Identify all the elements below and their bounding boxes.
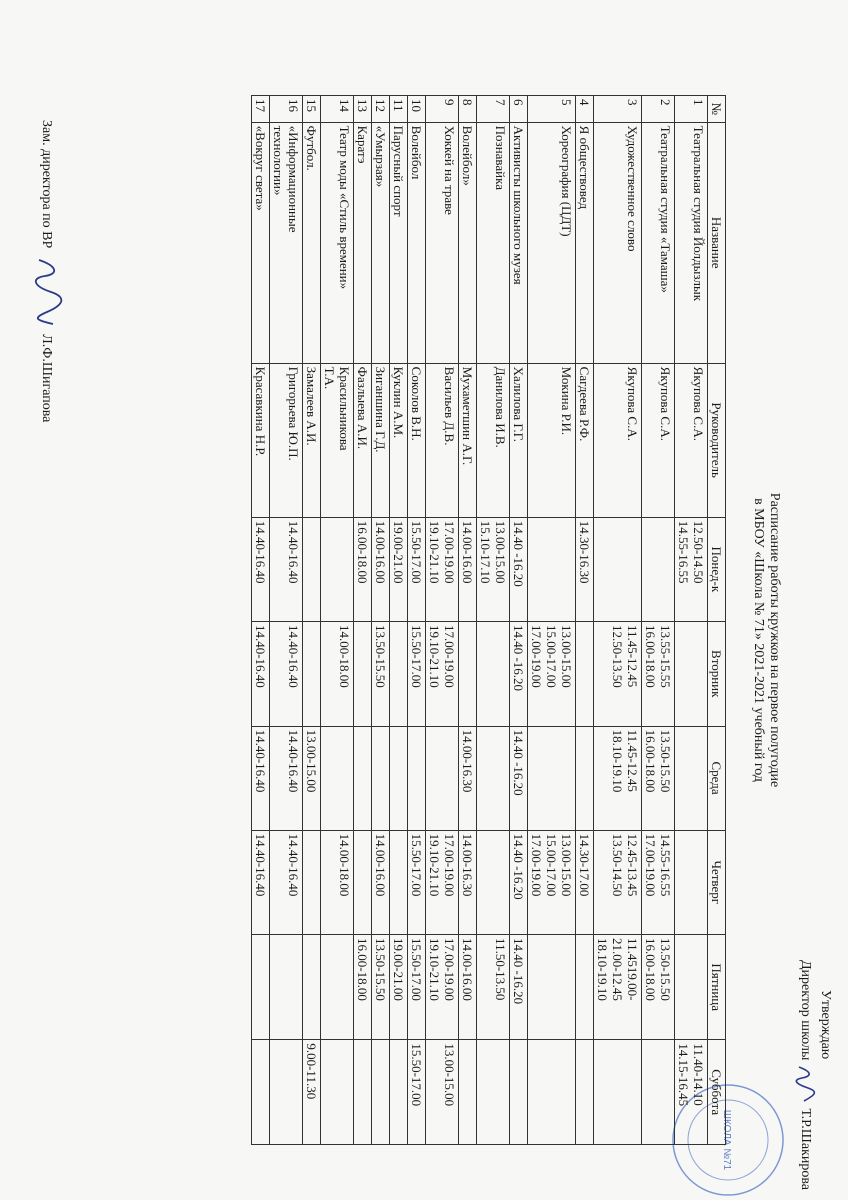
row-monday: 16.00-18.00 — [354, 517, 372, 621]
row-tuesday: 14.00-18.00 — [321, 621, 354, 726]
row-friday — [270, 935, 303, 1040]
row-number: 9 — [426, 96, 459, 123]
row-wednesday: 11.45-12.45 18.10-19.10 — [594, 726, 642, 830]
row-tuesday — [354, 621, 372, 726]
row-monday — [594, 517, 642, 621]
row-leader: Халилова Г.Г. — [510, 363, 528, 517]
row-saturday — [528, 1040, 576, 1145]
row-monday: 14.40-16.40 — [270, 517, 303, 621]
row-wednesday: 13.00-15.00 — [303, 726, 321, 830]
row-thursday: 14.40 -16.20 — [510, 830, 528, 934]
row-tuesday — [675, 621, 708, 726]
footer-position: Зам. директора по ВР — [39, 120, 54, 249]
row-number: 13 — [354, 96, 372, 123]
row-friday — [528, 935, 576, 1040]
row-friday: 11.50-13.50 — [477, 935, 510, 1040]
table-row — [675, 96, 708, 1145]
row-friday: 14.00-16.00 — [459, 935, 477, 1040]
row-club-name: «Информационные технологии» — [270, 122, 303, 363]
row-friday: 14.40 -16.20 — [510, 935, 528, 1040]
row-wednesday: 14.40-16.40 — [252, 726, 270, 830]
row-monday — [321, 517, 354, 621]
row-saturday — [459, 1040, 477, 1145]
row-leader: Васильев Д.В. — [426, 363, 459, 517]
row-number: 12 — [372, 96, 390, 123]
row-leader: Якупова С.А. — [642, 363, 675, 517]
header-monday: Понед-к — [708, 517, 726, 621]
row-club-name: Художественное слово — [594, 122, 642, 363]
row-monday: 14.00-16.00 — [372, 517, 390, 621]
row-leader: Соколов В.Н. — [408, 363, 426, 517]
row-tuesday — [576, 621, 594, 726]
row-monday: 12.50-14.50 14.55-16.55 — [675, 517, 708, 621]
row-monday: 14.40 -16.20 — [510, 517, 528, 621]
row-friday: 13.50-15.50 16.00-18.00 — [642, 935, 675, 1040]
table-row — [303, 96, 321, 1145]
row-saturday: 11.40-14.10 14.15-16.45 — [675, 1040, 708, 1145]
row-friday — [576, 935, 594, 1040]
row-leader: Мокина Р.И. — [528, 363, 576, 517]
row-wednesday — [675, 726, 708, 830]
footer-name: Л.Ф.Шигапова — [39, 334, 54, 423]
row-club-name: Хоккей на траве — [426, 122, 459, 363]
row-monday: 14.30-16.30 — [576, 517, 594, 621]
row-club-name: Театр моды «Стиль времени» — [321, 122, 354, 363]
table-row — [477, 96, 510, 1145]
row-thursday: 14.00-16.30 — [459, 830, 477, 934]
row-thursday: 13.00-15.00 15.00-17.00 17.00-19.00 — [528, 830, 576, 934]
header-name: Название — [708, 122, 726, 363]
row-friday: 17.00-19.00 19.10-21.10 — [426, 935, 459, 1040]
row-thursday: 14.40-16.40 — [252, 830, 270, 934]
row-saturday — [594, 1040, 642, 1145]
row-club-name: Волейбол — [408, 122, 426, 363]
row-tuesday: 13.00-15.00 15.00-17.00 17.00-19.00 — [528, 621, 576, 726]
row-monday: 19.00-21.00 — [390, 517, 408, 621]
document-title — [750, 380, 782, 900]
row-monday: 15.50-17.00 — [408, 517, 426, 621]
row-thursday — [354, 830, 372, 934]
title-line-1: Расписание работы кружков на первое полугодие — [767, 492, 782, 788]
row-thursday: 14.00-18.00 — [321, 830, 354, 934]
table-row — [252, 96, 270, 1145]
row-wednesday: 14.00-16.30 — [459, 726, 477, 830]
row-wednesday — [390, 726, 408, 830]
row-number: 2 — [642, 96, 675, 123]
row-number: 5 — [528, 96, 576, 123]
row-monday: 14.00-16.00 — [459, 517, 477, 621]
row-number: 4 — [576, 96, 594, 123]
row-friday: 15.50-17.00 — [408, 935, 426, 1040]
row-tuesday: 13.50-15.50 — [372, 621, 390, 726]
row-number: 10 — [408, 96, 426, 123]
row-tuesday — [390, 621, 408, 726]
row-thursday — [390, 830, 408, 934]
footer-signature-line — [29, 120, 63, 640]
row-club-name: Театральная студия «Тамаша» — [642, 122, 675, 363]
row-leader: Красильникова Т.А. — [321, 363, 354, 517]
row-saturday: 13.00-15.00 — [426, 1040, 459, 1145]
row-saturday: 9.00-11.30 — [303, 1040, 321, 1145]
table-row — [408, 96, 426, 1145]
row-monday: 14.40-16.40 — [252, 517, 270, 621]
row-saturday — [642, 1040, 675, 1145]
row-thursday: 15.50-17.00 — [408, 830, 426, 934]
table-row — [270, 96, 303, 1145]
row-club-name: Футбол. — [303, 122, 321, 363]
row-thursday: 14.00-16.00 — [372, 830, 390, 934]
row-number: 11 — [390, 96, 408, 123]
row-friday: 16.00-18.00 — [354, 935, 372, 1040]
header-tuesday: Вторник — [708, 621, 726, 726]
table-row — [426, 96, 459, 1145]
row-tuesday: 14.40-16.40 — [252, 621, 270, 726]
header-saturday: Суббота — [708, 1040, 726, 1145]
row-monday — [528, 517, 576, 621]
row-number: 6 — [510, 96, 528, 123]
deputy-signature-icon — [29, 256, 63, 326]
row-saturday — [270, 1040, 303, 1145]
approval-name: Т.Р.Шакирова — [798, 1108, 813, 1190]
row-thursday — [303, 830, 321, 934]
row-wednesday — [477, 726, 510, 830]
approval-block — [794, 960, 834, 1190]
table-row — [510, 96, 528, 1145]
row-leader: Якупова С.А. — [594, 363, 642, 517]
row-leader: Замалеев А.И. — [303, 363, 321, 517]
row-wednesday — [372, 726, 390, 830]
row-leader: Якупова С.А. — [675, 363, 708, 517]
row-thursday: 12.45-13.45 13.50-14.50 — [594, 830, 642, 934]
row-thursday: 17.00-19.00 19.10-21.10 — [426, 830, 459, 934]
table-row — [459, 96, 477, 1145]
row-club-name: Каратэ — [354, 122, 372, 363]
row-wednesday — [354, 726, 372, 830]
row-leader: Данилова И.В. — [477, 363, 510, 517]
table-header-row — [708, 96, 726, 1145]
row-club-name: Я обществовед — [576, 122, 594, 363]
row-thursday — [675, 830, 708, 934]
stamp-text: ШКОЛА №71 — [721, 1109, 732, 1171]
row-tuesday: 11.45-12.45 12.50-13.50 — [594, 621, 642, 726]
row-saturday — [390, 1040, 408, 1145]
approval-heading: Утверждаю — [818, 990, 833, 1060]
header-wednesday: Среда — [708, 726, 726, 830]
row-number: 7 — [477, 96, 510, 123]
row-wednesday: 13.50-15.50 16.00-18.00 — [642, 726, 675, 830]
row-club-name: Хореография (ЦДТ) — [528, 122, 576, 363]
row-tuesday: 15.50-17.00 — [408, 621, 426, 726]
row-club-name: Волейбол» — [459, 122, 477, 363]
row-tuesday: 14.40-16.40 — [270, 621, 303, 726]
row-number: 8 — [459, 96, 477, 123]
row-number: 17 — [252, 96, 270, 123]
row-thursday — [477, 830, 510, 934]
row-tuesday — [303, 621, 321, 726]
table-row — [642, 96, 675, 1145]
header-thursday: Четверг — [708, 830, 726, 934]
table-row — [354, 96, 372, 1145]
row-friday: 13.50-15.50 — [372, 935, 390, 1040]
row-thursday: 14.30-17.00 — [576, 830, 594, 934]
row-thursday: 14.55-16.55 17.00-19.00 — [642, 830, 675, 934]
row-thursday: 14.40-16.40 — [270, 830, 303, 934]
row-saturday — [477, 1040, 510, 1145]
table-row — [372, 96, 390, 1145]
row-monday: 13.00-15.00 15.10-17.10 — [477, 517, 510, 621]
row-friday — [675, 935, 708, 1040]
row-saturday — [372, 1040, 390, 1145]
row-wednesday — [408, 726, 426, 830]
title-line-2: в МБОУ «Школа № 71» 2021-2021 учебный год — [751, 498, 766, 782]
row-wednesday — [576, 726, 594, 830]
row-tuesday — [459, 621, 477, 726]
row-leader: Фазлыева А.И. — [354, 363, 372, 517]
approval-position: Директор школы — [798, 960, 813, 1061]
row-leader: Куклин А.М. — [390, 363, 408, 517]
row-saturday — [354, 1040, 372, 1145]
row-saturday — [252, 1040, 270, 1145]
row-saturday: 15.50-17.00 — [408, 1040, 426, 1145]
table-row — [390, 96, 408, 1145]
row-leader: Красавкина Н.Р. — [252, 363, 270, 517]
row-wednesday: 14.40-16.40 — [270, 726, 303, 830]
row-friday — [252, 935, 270, 1040]
row-wednesday — [426, 726, 459, 830]
row-monday: 17.00-19.00 19.10-21.10 — [426, 517, 459, 621]
row-wednesday — [528, 726, 576, 830]
row-tuesday — [477, 621, 510, 726]
header-friday: Пятница — [708, 935, 726, 1040]
table-row — [594, 96, 642, 1145]
row-saturday — [576, 1040, 594, 1145]
table-row — [576, 96, 594, 1145]
row-saturday — [321, 1040, 354, 1145]
row-wednesday — [321, 726, 354, 830]
row-leader: Сагдеева Р.Ф. — [576, 363, 594, 517]
row-friday — [321, 935, 354, 1040]
row-friday: 19.00-21.00 — [390, 935, 408, 1040]
row-wednesday: 14.40 -16.20 — [510, 726, 528, 830]
row-tuesday: 14.40 -16.20 — [510, 621, 528, 726]
row-friday — [303, 935, 321, 1040]
table-row — [528, 96, 576, 1145]
schedule-rows — [252, 96, 708, 1145]
director-signature-icon — [794, 1064, 816, 1104]
row-friday: 11.4519.00- 21.00-12.45 18.10-19.10 — [594, 935, 642, 1040]
table-row — [321, 96, 354, 1145]
row-club-name: Познавайка — [477, 122, 510, 363]
row-number: 3 — [594, 96, 642, 123]
row-number: 15 — [303, 96, 321, 123]
header-leader: Руководитель — [708, 363, 726, 517]
row-monday — [303, 517, 321, 621]
row-monday — [642, 517, 675, 621]
schedule-table — [251, 95, 726, 1145]
row-number: 14 — [321, 96, 354, 123]
row-club-name: Театральная студия Йолдызлык — [675, 122, 708, 363]
row-tuesday: 17.00-19.00 19.10-21.10 — [426, 621, 459, 726]
row-club-name: «Вокруг света» — [252, 122, 270, 363]
row-leader: Григорьева Ю.П. — [270, 363, 303, 517]
row-tuesday: 13.55-15.55 16.00-18.00 — [642, 621, 675, 726]
row-club-name: Активисты школьного музея — [510, 122, 528, 363]
header-number: № — [708, 96, 726, 123]
row-leader: Зиганшина Г.Д. — [372, 363, 390, 517]
row-number: 1 — [675, 96, 708, 123]
row-club-name: «Умырзая» — [372, 122, 390, 363]
row-club-name: Парусный спорт — [390, 122, 408, 363]
row-leader: Мухаметшин А.Г. — [459, 363, 477, 517]
row-number: 16 — [270, 96, 303, 123]
row-saturday — [510, 1040, 528, 1145]
